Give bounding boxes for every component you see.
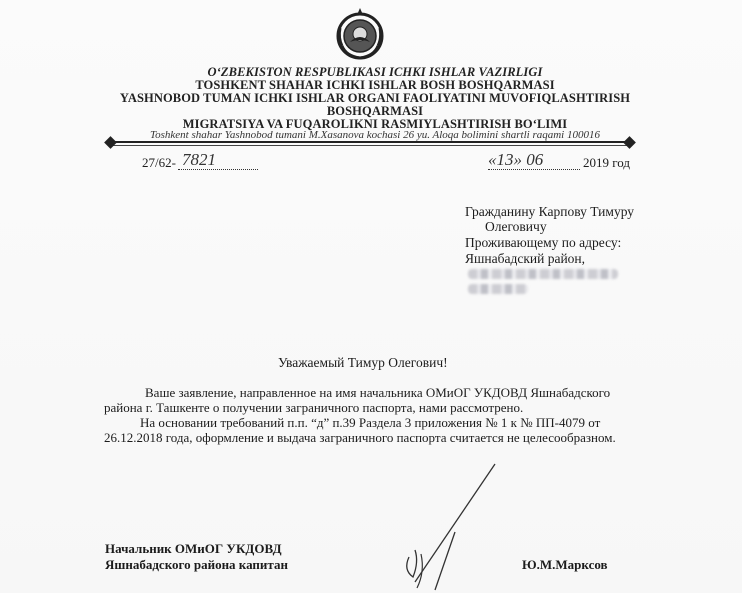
signatory-title-line-1: Начальник ОМиОГ УКДОВД xyxy=(105,541,282,556)
letter-greeting: Уважаемый Тимур Олегович! xyxy=(278,355,448,370)
redacted-address-line-2 xyxy=(468,284,528,294)
paragraph-2-line-2: 26.12.2018 года, оформление и выдача заграничного паспорта считается не целесообразном. xyxy=(104,430,616,445)
reference-underline xyxy=(178,169,258,170)
recipient-line-1: Гражданину Карпову Тимуру xyxy=(465,204,635,219)
paragraph-2-line-1: На основании требований п.п. “д” п.39 Раздела 3 приложения № 1 к № ПП-4079 от xyxy=(140,415,601,430)
handwritten-signature xyxy=(395,462,505,592)
recipient-line-4: Яшнабадский район, xyxy=(465,251,586,266)
signatory-title-line-2: Яшнабадского района капитан xyxy=(105,557,288,572)
paragraph-1-line-1: Ваше заявление, направленное на имя начальника ОМиОГ УКДОВД Яшнабадского xyxy=(145,385,611,400)
recipient-line-3: Проживающему по адресу: xyxy=(465,235,622,250)
state-emblem-icon xyxy=(332,6,388,62)
date-handwritten: «13» 06 xyxy=(488,150,544,169)
header-address: Toshkent shahar Yashnobod tumani M.Xasanova kochasi 26 yu. Aloqa bolimini shartli raqami 100016 xyxy=(149,129,600,141)
header-district-dept: YASHNOBOD TUMAN ICHKI ISHLAR ORGANI FAOLIYATINI MUVOFIQLASHTIRISH xyxy=(119,91,631,105)
header-rule-thin xyxy=(110,145,630,146)
header-district-dept-cont: BOSHQARMASI xyxy=(326,104,424,118)
date-underline xyxy=(488,169,580,170)
redacted-address-line-1 xyxy=(468,269,618,279)
date-year: 2019 год xyxy=(583,155,630,170)
header-unit: MIGRATSIYA VA FUQAROLIKNI RASMIYLASHTIRISH BO‘LIMI xyxy=(182,117,568,131)
paragraph-1-line-2: района г. Ташкенте о получении заграничного паспорта, нами рассмотрено. xyxy=(104,400,524,415)
reference-prefix: 27/62- xyxy=(142,155,176,170)
header-city-dept: TOSHKENT SHAHAR ICHKI ISHLAR BOSH BOSHQARMASI xyxy=(195,78,555,92)
signatory-name: Ю.М.Марксов xyxy=(522,557,608,572)
header-ministry: O‘ZBEKISTON RESPUBLIKASI ICHKI ISHLAR VAZIRLIGI xyxy=(207,65,543,79)
header-rule xyxy=(110,141,630,143)
recipient-line-2: Олеговичу xyxy=(485,219,547,234)
reference-number-handwritten: 7821 xyxy=(182,150,216,169)
